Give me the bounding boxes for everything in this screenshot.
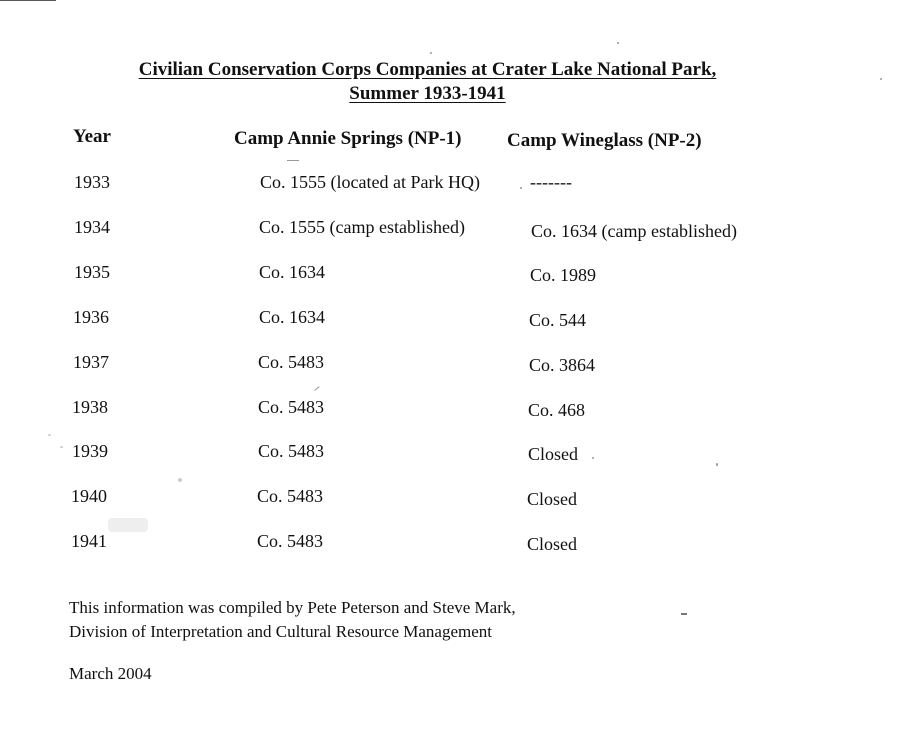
- header-camp-wineglass: Camp Wineglass (NP-2): [507, 130, 702, 151]
- year-cell: 1935: [74, 262, 110, 282]
- scan-speck: [287, 160, 299, 161]
- annie-springs-cell: Co. 1634: [259, 262, 326, 282]
- wineglass-cell: -------: [530, 172, 572, 192]
- scan-speck: [60, 446, 63, 448]
- table-row: [0, 352, 915, 378]
- table-row: [0, 486, 915, 512]
- top-rule: [0, 0, 56, 1]
- year-cell: 1937: [73, 352, 109, 372]
- annie-springs-cell: Co. 5483: [258, 441, 325, 461]
- table-row: [0, 217, 915, 243]
- year-cell: 1934: [74, 217, 110, 237]
- scan-speck: [880, 78, 882, 80]
- year-cell: 1938: [72, 397, 108, 417]
- year-cell: 1941: [71, 531, 107, 551]
- table-row: [0, 397, 915, 423]
- scan-speck: [178, 478, 182, 482]
- scan-speck: [520, 187, 522, 189]
- header-camp-annie-springs: Camp Annie Springs (NP-1): [234, 128, 462, 149]
- annie-springs-cell: Co. 5483: [257, 531, 324, 551]
- annie-springs-cell: Co. 1555 (located at Park HQ): [260, 172, 480, 192]
- scan-speck: [108, 518, 148, 532]
- scan-speck: [48, 434, 51, 436]
- table-row: [0, 307, 915, 333]
- scan-speck: [681, 613, 687, 615]
- annie-springs-cell: Co. 1555 (camp established): [259, 217, 465, 237]
- annie-springs-cell: Co. 5483: [258, 397, 325, 417]
- document-title: Civilian Conservation Corps Companies at Crater Lake National Park,: [138, 59, 717, 80]
- scan-speck: [592, 457, 594, 459]
- table-row: [0, 441, 915, 467]
- table-row: [0, 262, 915, 288]
- year-cell: 1939: [72, 441, 108, 461]
- scan-speck: [430, 52, 432, 54]
- wineglass-cell: Co. 468: [528, 400, 586, 420]
- table-row: [0, 172, 915, 198]
- document-subtitle: Summer 1933-1941: [349, 83, 506, 104]
- wineglass-cell: Co. 3864: [529, 355, 596, 375]
- scan-speck: [716, 463, 718, 466]
- table-row: [0, 531, 915, 557]
- scan-speck: [314, 386, 319, 391]
- credit-line: This information was compiled by Pete Peterson and Steve Mark,: [69, 598, 516, 617]
- wineglass-cell: Co. 1989: [530, 265, 597, 285]
- annie-springs-cell: Co. 1634: [259, 307, 326, 327]
- wineglass-cell: Closed: [528, 444, 579, 464]
- document-date: March 2004: [69, 664, 152, 683]
- year-cell: 1936: [73, 307, 109, 327]
- wineglass-cell: Co. 544: [529, 310, 587, 330]
- annie-springs-cell: Co. 5483: [258, 352, 325, 372]
- year-cell: 1940: [71, 486, 107, 506]
- header-year: Year: [73, 126, 111, 147]
- division-line: Division of Interpretation and Cultural Resource Management: [69, 622, 492, 641]
- annie-springs-cell: Co. 5483: [257, 486, 324, 506]
- wineglass-cell: Co. 1634 (camp established): [531, 221, 737, 241]
- wineglass-cell: Closed: [527, 534, 578, 554]
- year-cell: 1933: [74, 172, 110, 192]
- wineglass-cell: Closed: [527, 489, 578, 509]
- scan-speck: [617, 42, 619, 44]
